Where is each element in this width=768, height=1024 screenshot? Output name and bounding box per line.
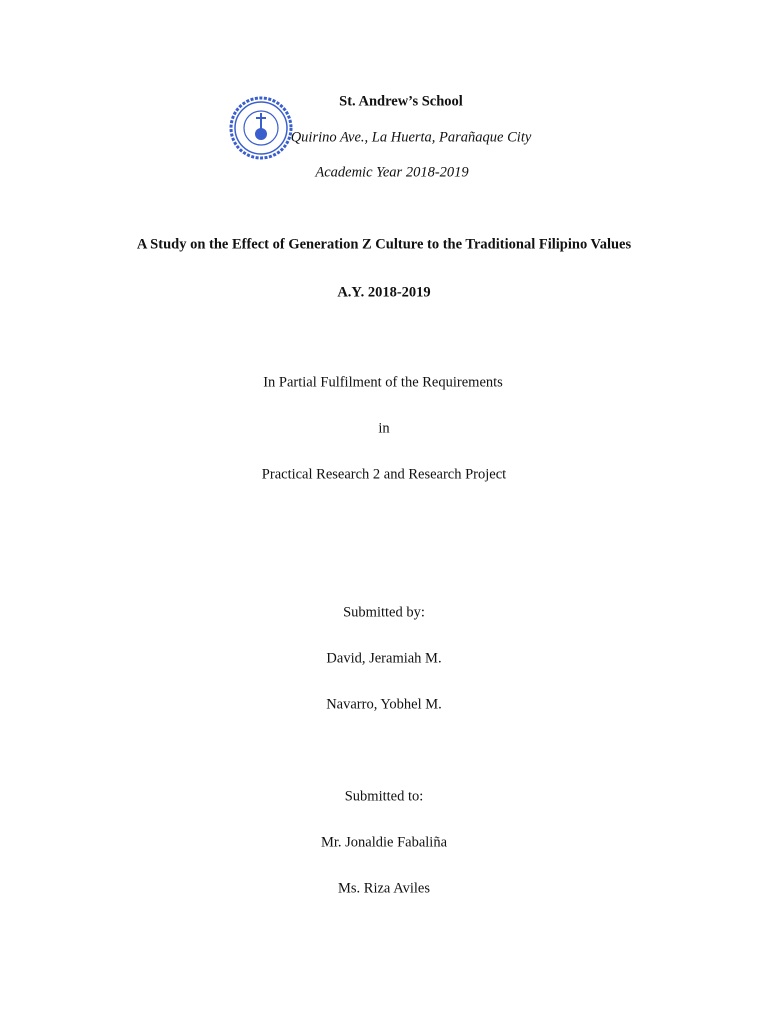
school-name: St. Andrew’s School xyxy=(339,93,463,110)
adviser-name: Mr. Jonaldie Fabaliña xyxy=(320,834,448,851)
adviser-name: Ms. Riza Aviles xyxy=(338,880,430,897)
fulfilment-in: in xyxy=(378,420,390,437)
submitted-by-label: Submitted by: xyxy=(343,604,425,621)
ay-label: A.Y. 2018-2019 xyxy=(337,284,431,301)
author-name: Navarro, Yobhel M. xyxy=(326,696,442,713)
author-name: David, Jeramiah M. xyxy=(326,650,442,667)
fulfilment-line: In Partial Fulfilment of the Requirements xyxy=(263,374,503,391)
school-address: Quirino Ave., La Huerta, Parañaque City xyxy=(290,129,532,146)
school-seal-logo xyxy=(229,96,293,160)
course-name: Practical Research 2 and Research Project xyxy=(261,466,507,483)
submitted-to-label: Submitted to: xyxy=(344,788,424,805)
academic-year: Academic Year 2018-2019 xyxy=(315,164,469,181)
study-title: A Study on the Effect of Generation Z Culture to the Traditional Filipino Values xyxy=(136,236,632,253)
